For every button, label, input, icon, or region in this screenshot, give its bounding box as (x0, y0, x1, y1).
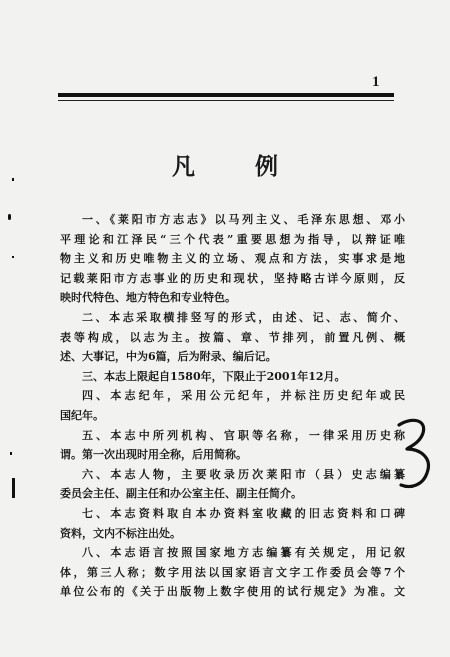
text-line: 国纪年。 (60, 408, 104, 422)
margin-speck (12, 256, 14, 258)
text-line: 二、本志采取横排竖写的形式，由述、记、志、简介、 (82, 310, 405, 324)
margin-speck (12, 478, 15, 498)
text-line: 六、本志人物，主要收录历次莱阳市（县）史志编纂 (82, 467, 405, 481)
text-line: 资料，文内不标注出处。 (60, 526, 181, 540)
text-line: 委员会主任、副主任和办公室主任、副主任简介。 (60, 487, 302, 501)
text-line: 物主义和历史唯物主义的立场、观点和方法，实事求是地 (60, 252, 405, 266)
text-line: 三、本志上限起自1580年，下限止于2001年12月。 (82, 369, 346, 383)
text-line: 七、本志资料取自本办资料室收藏的旧志资料和口碑 (82, 506, 405, 520)
page-number: 1 (372, 74, 380, 90)
header-rule-thin (58, 100, 394, 101)
margin-speck (12, 178, 14, 181)
text-line: 表等构成，以志为主。按篇、章、节排列，前置凡例、概 (60, 330, 405, 344)
text-line: 单位公布的《关于出版物上数字使用的试行规定》为准。文 (60, 585, 405, 599)
text-line: 记载莱阳市方志事业的历史和现状，坚持略古详今原则，反 (60, 271, 405, 285)
text-line: 体，第三人称；数字用法以国家语言文字工作委员会等7个 (60, 565, 405, 579)
margin-speck (8, 214, 11, 220)
header-rule-thick (58, 93, 394, 97)
page-title: 凡 例 (171, 153, 304, 180)
text-line: 五、本志中所列机构、官职等名称，一律采用历史称 (82, 428, 405, 442)
text-line: 映时代特色、地方特色和专业特色。 (60, 291, 236, 305)
text-line: 一、《莱阳市方志志》以马列主义、毛泽东思想、邓小 (82, 213, 405, 226)
text-line: 八、本志语言按照国家地方志编纂有关规定，用记叙 (82, 546, 405, 560)
text-line: 平理论和江泽民“三个代表”重要思想为指导，以辩证唯 (60, 232, 405, 246)
text-line: 谓。第一次出现时用全称，后用简称。 (60, 448, 247, 462)
body-text (60, 210, 405, 602)
text-line: 述、大事记，中为6篇，后为附录、编后记。 (60, 350, 277, 364)
handwritten-mark (393, 415, 439, 497)
margin-speck (10, 452, 12, 455)
text-line: 四、本志纪年，采用公元纪年，并标注历史纪年或民 (82, 389, 405, 403)
